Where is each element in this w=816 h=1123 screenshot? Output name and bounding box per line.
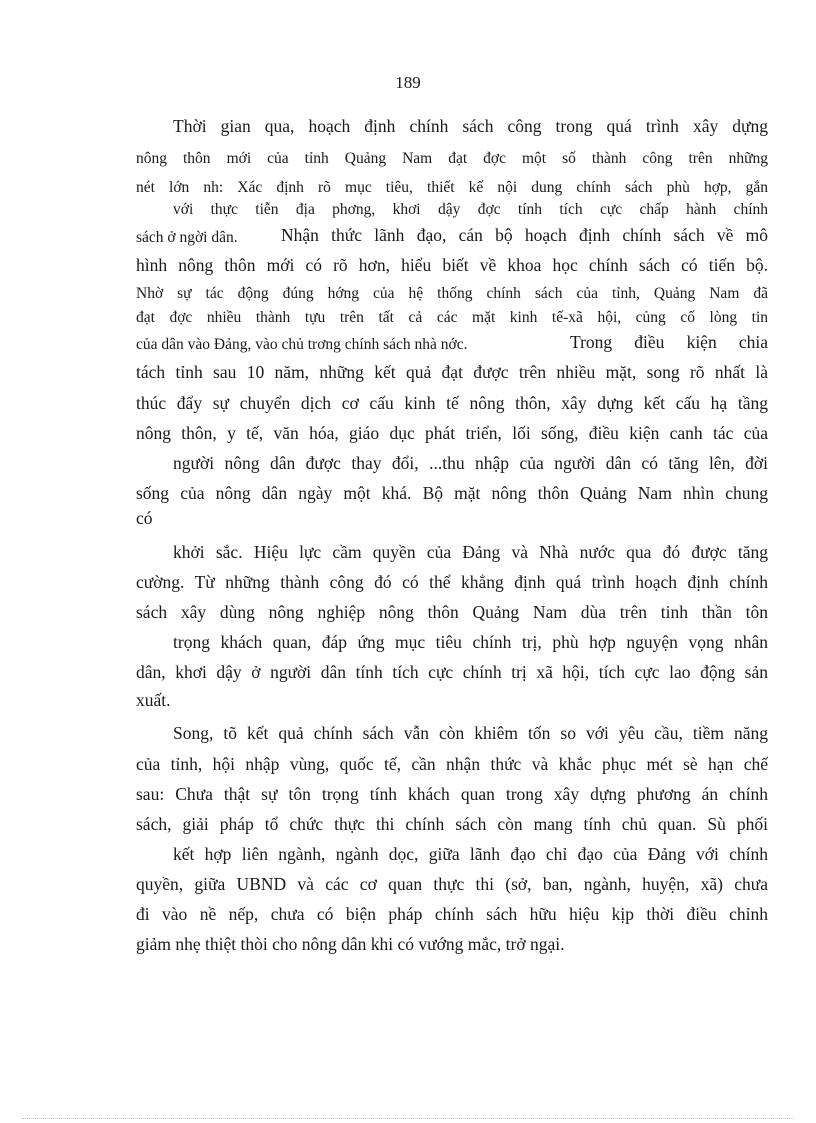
text-line: sách xây dùng nông nghiệp nông thôn Quảng Nam dùa trên tinh thần tôn [136, 602, 768, 622]
text-line: xuất. [136, 690, 171, 710]
bottom-dotted-rule [22, 1118, 794, 1119]
text-line: trọng khách quan, đáp ứng mục tiêu chính trị, phù hợp nguyện vọng nhân [173, 632, 768, 652]
text-line: tách tỉnh sau 10 năm, những kết quả đạt được trên nhiều mặt, song rõ nhất là [136, 362, 768, 382]
text-line: nông thôn, y tế, văn hóa, giáo dục phát triển, lối sống, điều kiện canh tác của [136, 423, 768, 443]
text-line: quyền, giữa UBND và các cơ quan thực thi (sở, ban, ngành, huyện, xã) chưa [136, 874, 768, 894]
text-line: Song, tõ kết quả chính sách vẫn còn khiêm tốn so với yêu cầu, tiềm năng [173, 723, 768, 743]
text-line: dân, khơi dậy ở người dân tính tích cực chính trị xã hội, tích cực lao động sản [136, 662, 768, 682]
text-line: nông thôn mới của tỉnh Quảng Nam đạt đợc một số thành công trên những [136, 150, 768, 167]
text-line: giảm nhẹ thiệt thòi cho nông dân khi có vướng mắc, trở ngại. [136, 934, 565, 954]
text-line: sách, giải pháp tổ chức thực thi chính sách còn mang tính chủ quan. Sù phối [136, 814, 768, 834]
text-line: sống của nông dân ngày một khá. Bộ mặt nông thôn Quảng Nam nhìn chung [136, 483, 768, 503]
text-line: thúc đẩy sự chuyển dịch cơ cấu kinh tế nông thôn, xây dựng kết cấu hạ tầng [136, 393, 768, 413]
text-line: cường. Từ những thành công đó có thể khẳng định quá trình hoạch định chính [136, 572, 768, 592]
text-line: của dân vào Đảng, vào chủ trơng chính sách nhà nớc. [136, 336, 468, 353]
text-line: Nhận thức lãnh đạo, cán bộ hoạch định chính sách về mô [281, 225, 768, 245]
text-line: nét lớn nh: Xác định rõ mục tiêu, thiết kế nội dung chính sách phù hợp, gắn [136, 179, 768, 196]
text-line: đi vào nề nếp, chưa có biện pháp chính sách hữu hiệu kịp thời điều chỉnh [136, 904, 768, 924]
text-line: có [136, 508, 153, 528]
text-line: người nông dân được thay đổi, ...thu nhập của người dân có tăng lên, đời [173, 453, 768, 473]
text-line: Nhờ sự tác động đúng hớng của hệ thống chính sách của tỉnh, Quảng Nam đã [136, 285, 768, 302]
text-line: hình nông thôn mới có rõ hơn, hiểu biết về khoa học chính sách có tiến bộ. [136, 255, 768, 275]
text-line: khởi sắc. Hiệu lực cầm quyền của Đảng và Nhà nước qua đó được tăng [173, 542, 768, 562]
text-line: của tỉnh, hội nhập vùng, quốc tế, cần nhận thức và khắc phục mét sè hạn chế [136, 754, 768, 774]
page-number: 189 [395, 73, 421, 92]
text-line: Trong điều kiện chia [570, 332, 768, 352]
text-line: sau: Chưa thật sự tôn trọng tính khách quan trong xây dựng phương án chính [136, 784, 768, 804]
text-line: với thực tiễn địa phơng, khơi dậy đợc tính tích cực chấp hành chính [173, 201, 768, 218]
text-line: Thời gian qua, hoạch định chính sách công trong quá trình xây dựng [173, 116, 768, 136]
text-line: kết hợp liên ngành, ngành dọc, giữa lãnh đạo chỉ đạo của Đảng với chính [173, 844, 768, 864]
text-line: đạt đợc nhiều thành tựu trên tất cả các mặt kinh tế-xã hội, củng cố lòng tin [136, 309, 768, 326]
text-line: sách ở ngời dân. [136, 229, 238, 246]
